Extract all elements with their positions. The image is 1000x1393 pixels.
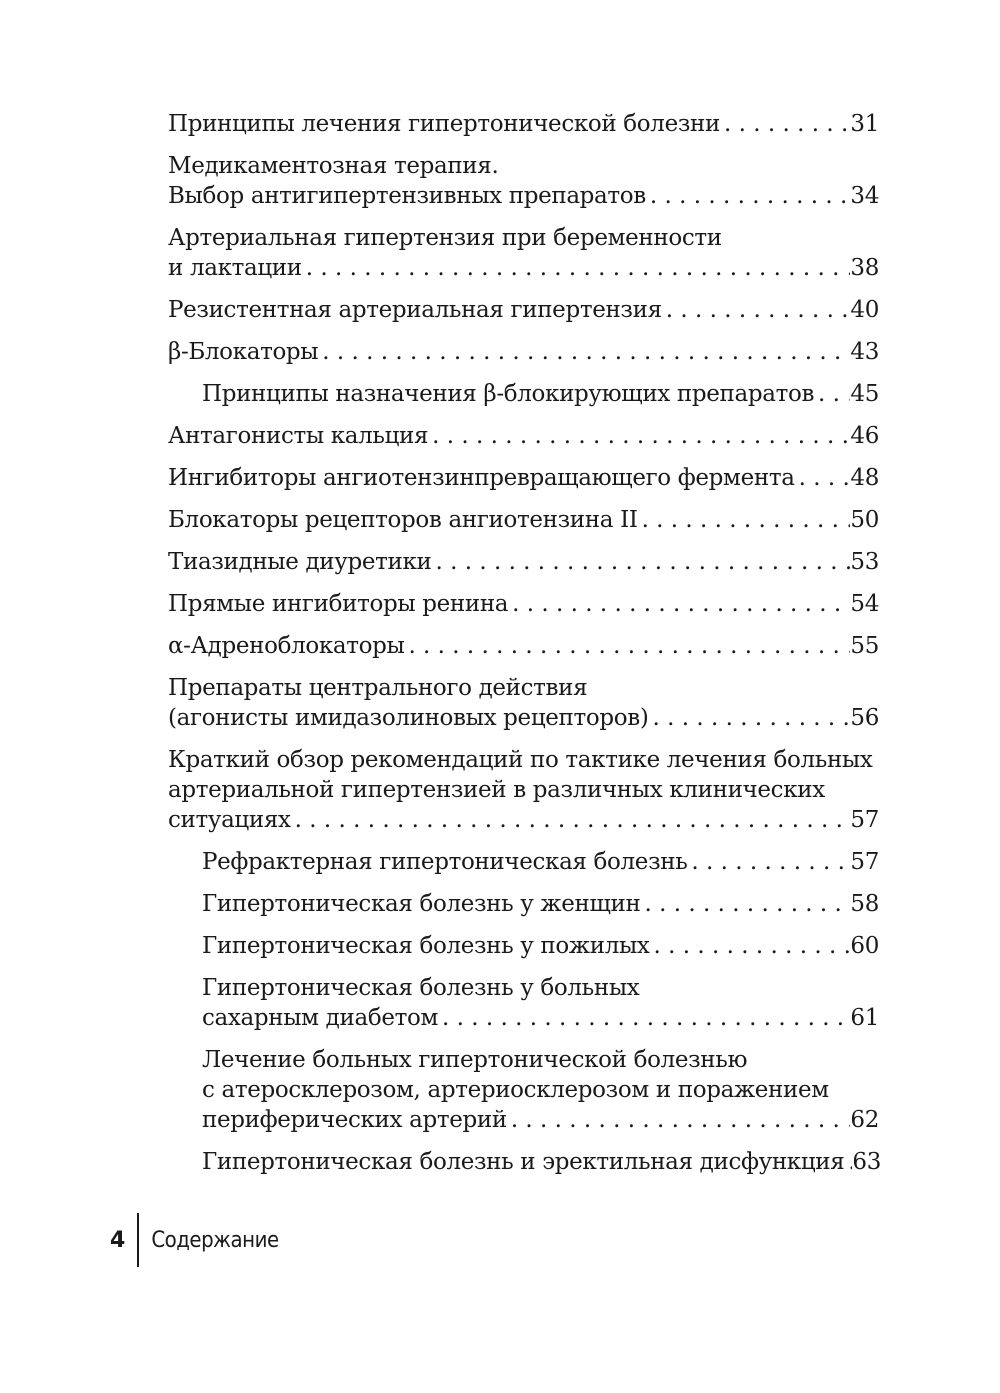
toc-entry-row <box>168 295 879 325</box>
toc-entry-row <box>168 253 879 283</box>
dot-leader <box>302 253 851 283</box>
toc-entry <box>168 337 879 367</box>
toc-entry-text: Медикаментозная терапия. <box>168 153 499 179</box>
toc-page-number: 60 <box>850 933 879 959</box>
toc-entry-row <box>202 889 879 919</box>
toc-entry-text: Рефрактерная гипертоническая болезнь <box>202 849 688 875</box>
toc-entry-row <box>202 1105 879 1135</box>
page-number: 4 <box>110 1227 126 1253</box>
toc-entry-text: Гипертоническая болезнь и эректильная дисфункция <box>202 1149 845 1175</box>
toc-entry-row <box>168 547 879 577</box>
toc-entry <box>168 547 879 577</box>
toc-subentry <box>168 973 879 1033</box>
toc-entry-text: Блокаторы рецепторов ангиотензина II <box>168 507 638 533</box>
toc-entry-row <box>168 337 879 367</box>
dot-leader <box>404 631 850 661</box>
dot-leader <box>438 1003 850 1033</box>
toc-subentry <box>168 379 879 409</box>
toc-entry-row <box>202 847 879 877</box>
toc-page-number: 46 <box>850 423 879 449</box>
toc-entry-text: (агонисты имидазолиновых рецепторов) <box>168 705 649 731</box>
toc-entry <box>168 421 879 451</box>
toc-subentry <box>168 1147 879 1177</box>
toc-entry-row <box>202 1003 879 1033</box>
toc-entry-text: с атеросклерозом, артериосклерозом и поражением <box>202 1077 829 1103</box>
toc-entry-row <box>168 505 879 535</box>
toc-entry <box>168 295 879 325</box>
toc-page-number: 53 <box>850 549 879 575</box>
page-footer <box>110 1213 279 1267</box>
dot-leader <box>507 1105 851 1135</box>
toc-page-number: 55 <box>850 633 879 659</box>
toc-subentry <box>168 1045 879 1135</box>
toc-page-number: 57 <box>850 849 879 875</box>
toc-entry-text: Лечение больных гипертонической болезнью <box>202 1047 748 1073</box>
toc-entry <box>168 631 879 661</box>
toc-entry <box>168 589 879 619</box>
toc-page-number: 40 <box>850 297 879 323</box>
dot-leader <box>640 889 850 919</box>
toc-entry-text: α-Адреноблокаторы <box>168 633 405 659</box>
dot-leader <box>648 703 850 733</box>
toc-page-number: 31 <box>850 111 879 137</box>
section-title: Содержание <box>151 1227 279 1253</box>
toc-entry-text: артериальной гипертензией в различных клинических <box>168 777 825 803</box>
toc-subentry <box>168 847 879 877</box>
toc-page-number: 45 <box>850 381 879 407</box>
toc-entry <box>168 463 879 493</box>
toc-entry-text: сахарным диабетом <box>202 1005 439 1031</box>
toc-entry-text: Антагонисты кальция <box>168 423 429 449</box>
toc-subentry <box>168 931 879 961</box>
toc-entry-row <box>168 109 879 139</box>
toc-entry-row <box>202 931 879 961</box>
toc-entry <box>168 151 879 211</box>
dot-leader <box>646 181 851 211</box>
toc-entry-text: β-Блокаторы <box>168 339 319 365</box>
toc-entry-row <box>168 703 879 733</box>
toc-entry-text: Гипертоническая болезнь у пожилых <box>202 933 650 959</box>
toc-entry-text: Гипертоническая болезнь у женщин <box>202 891 641 917</box>
toc-entry-text: Принципы назначения β-блокирующих препаратов <box>202 381 815 407</box>
toc-page-number: 54 <box>850 591 879 617</box>
toc-entry-row <box>202 379 879 409</box>
toc-page-number: 43 <box>850 339 879 365</box>
toc-page-number: 50 <box>850 507 879 533</box>
dot-leader <box>662 295 851 325</box>
toc-entry-text: Прямые ингибиторы ренина <box>168 591 509 617</box>
toc-entry-text: Резистентная артериальная гипертензия <box>168 297 662 323</box>
toc-entry-row <box>168 421 879 451</box>
toc-entry-text: Тиазидные диуретики <box>168 549 432 575</box>
toc-entry-row <box>202 1147 879 1177</box>
dot-leader <box>687 847 850 877</box>
dot-leader <box>638 505 851 535</box>
dot-leader <box>650 931 851 961</box>
toc-entry-text: Артериальная гипертензия при беременности <box>168 225 722 251</box>
toc-page-number: 34 <box>850 183 879 209</box>
toc-entry-row <box>168 589 879 619</box>
toc-entry <box>168 223 879 283</box>
toc-entry <box>168 745 879 835</box>
dot-leader <box>795 463 851 493</box>
toc-entry-text: ситуациях <box>168 807 291 833</box>
toc-page-number: 48 <box>850 465 879 491</box>
toc-entry-row <box>168 805 879 835</box>
dot-leader <box>428 421 850 451</box>
dot-leader <box>844 1147 852 1177</box>
toc-page-number: 61 <box>850 1005 879 1031</box>
toc-entry-text: Препараты центрального действия <box>168 675 588 701</box>
dot-leader <box>508 589 850 619</box>
toc-entry <box>168 505 879 535</box>
dot-leader <box>431 547 850 577</box>
toc-entry-row <box>168 181 879 211</box>
toc-page-number: 57 <box>850 807 879 833</box>
toc-entry-row <box>168 631 879 661</box>
toc-entry-text: Ингибиторы ангиотензинпревращающего фермента <box>168 465 795 491</box>
toc-page-number: 58 <box>850 891 879 917</box>
toc-page-number: 63 <box>852 1149 881 1175</box>
dot-leader <box>720 109 850 139</box>
dot-leader <box>814 379 850 409</box>
toc-page-number: 56 <box>850 705 879 731</box>
toc-entry <box>168 673 879 733</box>
toc-entry-row <box>168 463 879 493</box>
dot-leader <box>318 337 850 367</box>
toc-entry <box>168 109 879 139</box>
toc-entry-text: Краткий обзор рекомендаций по тактике лечения больных <box>168 747 873 773</box>
toc-subentry <box>168 889 879 919</box>
toc-page-number: 62 <box>850 1107 879 1133</box>
toc-entry-text: и лактации <box>168 255 302 281</box>
toc-entry-text: периферических артерий <box>202 1107 507 1133</box>
toc-entry-text: Выбор антигипертензивных препаратов <box>168 183 646 209</box>
table-of-contents <box>168 109 879 1189</box>
toc-entry-text: Гипертоническая болезнь у больных <box>202 975 640 1001</box>
dot-leader <box>291 805 851 835</box>
toc-entry-text: Принципы лечения гипертонической болезни <box>168 111 720 137</box>
toc-page-number: 38 <box>850 255 879 281</box>
